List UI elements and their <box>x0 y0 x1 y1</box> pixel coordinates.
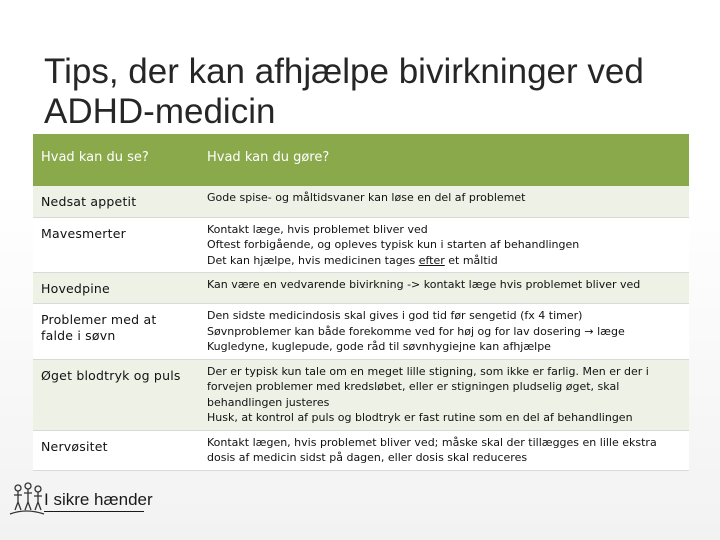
action-cell <box>199 359 689 430</box>
header-symptom: Hvad kan du se? <box>33 134 199 186</box>
action-line: Kontakt læge, hvis problemet bliver ved <box>207 222 428 236</box>
underlined-word: efter <box>418 253 445 267</box>
action-line <box>207 253 681 269</box>
action-cell <box>199 304 689 360</box>
action-cell <box>199 186 689 217</box>
action-cell <box>199 273 689 304</box>
action-line: Søvnproblemer kan både forekomme ved for høj og for lav dosering → læge <box>207 324 625 338</box>
symptom-cell: Hovedpine <box>33 273 199 304</box>
table-row <box>33 430 689 470</box>
table-row <box>33 273 689 304</box>
logo-text: I sikre hænder <box>44 490 153 509</box>
symptom-cell: Nedsat appetit <box>33 186 199 217</box>
action-line: Kan være en vedvarende bivirkning -> kontakt læge hvis problemet bliver ved <box>207 278 641 291</box>
symptom-cell: Øget blodtryk og puls <box>33 359 199 430</box>
action-text: Det kan hjælpe, hvis medicinen tages <box>207 253 419 267</box>
action-cell <box>199 430 689 470</box>
header-action: Hvad kan du gøre? <box>199 134 689 186</box>
tips-table <box>33 134 689 471</box>
table-row <box>33 217 689 273</box>
action-line: Den sidste medicindosis skal gives i god tid før sengetid (fx 4 timer) <box>207 309 583 322</box>
slide-title: Tips, der kan afhjælpe bivirkninger ved ADHD-medicin <box>44 52 644 131</box>
symptom-cell: Problemer med at falde i søvn <box>33 304 199 360</box>
action-text: et måltid <box>444 253 498 267</box>
action-line: Kontakt lægen, hvis problemet bliver ved; måske skal der tillægges en lille ekstra dosis af medicin sidst på dagen, eller dosis skal reduceres <box>207 435 657 464</box>
logo-underline <box>44 511 144 512</box>
action-line: Gode spise- og måltidsvaner kan løse en del af problemet <box>207 191 526 204</box>
symptom-cell: Nervøsitet <box>33 430 199 470</box>
table-row <box>33 186 689 217</box>
table-row <box>33 304 689 360</box>
action-line: Husk, at kontrol af puls og blodtryk er fast rutine som en del af behandlingen <box>207 411 633 424</box>
table-header-row <box>33 134 689 186</box>
table-row <box>33 359 689 430</box>
action-cell <box>199 217 689 273</box>
symptom-cell: Mavesmerter <box>33 217 199 273</box>
action-line: Der er typisk kun tale om en meget lille stigning, som ikke er farlig. Men er der i forvejen problemer med kredsløbet, eller er stigningen pludselig øget, skal behandlingen justeres <box>207 364 649 409</box>
action-line: Kugledyne, kuglepude, gode råd til søvnhygiejne kan afhjælpe <box>207 340 551 353</box>
action-line: Oftest forbigående, og opleves typisk kun i starten af behandlingen <box>207 238 580 251</box>
